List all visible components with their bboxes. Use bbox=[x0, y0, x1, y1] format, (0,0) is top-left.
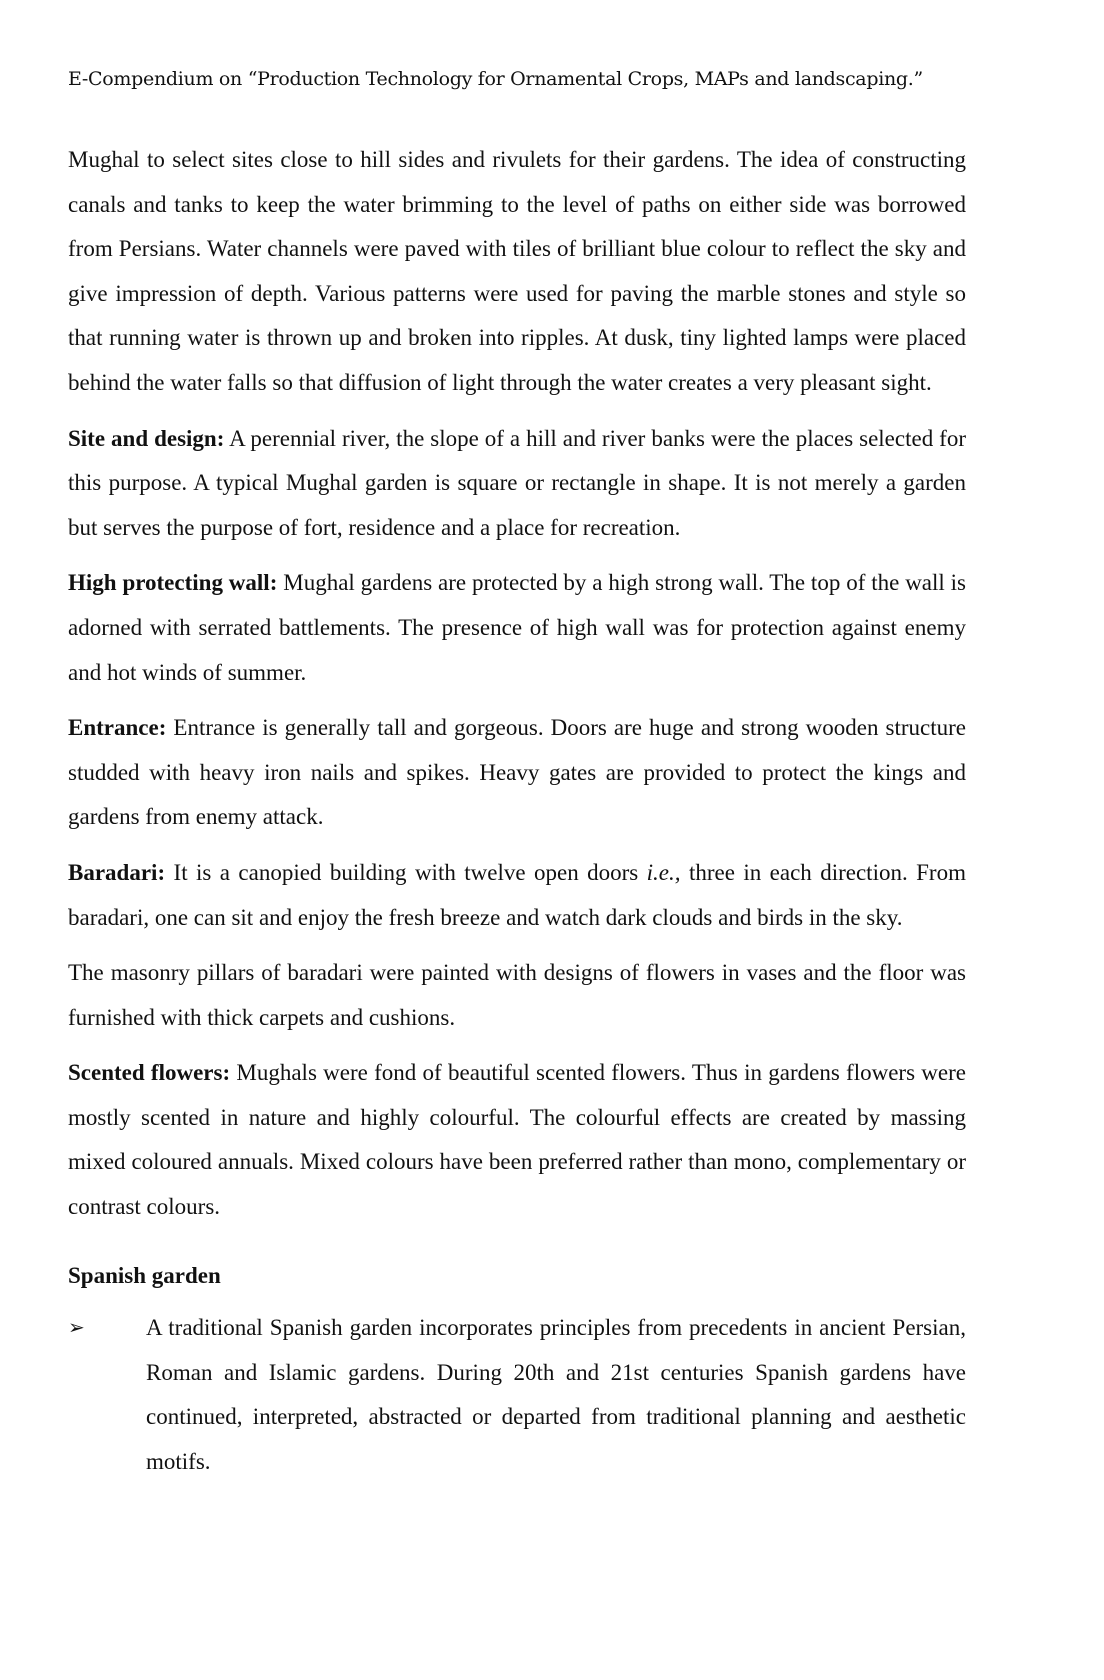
paragraph-high-protecting-wall bbox=[68, 561, 966, 695]
paragraph-italic: i.e., bbox=[646, 859, 681, 885]
paragraph-lead: Scented flowers: bbox=[68, 1060, 231, 1086]
paragraph-text: A perennial river, the slope of a hill and river banks were the places selected for this purpose. A typical Mughal garden is square or rectangle in shape. It is not merely a garden but serves the purpose of fort, residence and a place for recreation. bbox=[68, 425, 966, 540]
paragraph-lead: Site and design: bbox=[68, 425, 225, 451]
paragraph-text: three in each direction. From baradari, one can sit and enjoy the fresh breeze and watch dark clouds and birds in the sky. bbox=[68, 859, 966, 930]
paragraph-text: Entrance is generally tall and gorgeous. Doors are huge and strong wooden structure studded with heavy iron nails and spikes. Heavy gates are provided to protect the kings and gardens from enemy attack. bbox=[68, 715, 966, 830]
paragraph-text: The masonry pillars of baradari were painted with designs of flowers in vases and the floor was furnished with thick carpets and cushions. bbox=[68, 960, 966, 1030]
section-heading-spanish-garden: Spanish garden bbox=[68, 1262, 221, 1288]
paragraph-site-and-design bbox=[68, 417, 966, 551]
paragraph-lead: Entrance: bbox=[68, 715, 167, 741]
paragraph-scented-flowers bbox=[68, 1051, 966, 1229]
document-body bbox=[68, 138, 966, 1529]
bullet-item bbox=[68, 1306, 966, 1529]
page-header bbox=[68, 64, 968, 94]
paragraph-text: It is a canopied building with twelve open doors bbox=[165, 859, 647, 885]
paragraph-masonry-pillars bbox=[68, 951, 966, 1040]
paragraph-lead: High protecting wall: bbox=[68, 570, 278, 596]
paragraph-text: Mughal gardens are protected by a high strong wall. The top of the wall is adorned with serrated battlements. The presence of high wall was for protection against enemy and hot winds of summer. bbox=[68, 570, 966, 685]
paragraph-lead: Baradari: bbox=[68, 859, 166, 885]
bullet-text: A traditional Spanish garden incorporates principles from precedents in ancient Persian, Roman and Islamic gardens. During 20th and 21st centuries Spanish gardens have continued, interpreted, abstracted or departed from traditional planning and aesthetic motifs. bbox=[146, 1315, 966, 1475]
paragraph-text: Mughal to select sites close to hill sides and rivulets for their gardens. The idea of constructing canals and tanks to keep the water brimming to the level of paths on either side was borrowed from Persians. Water channels were paved with tiles of brilliant blue colour to reflect the sky and give impression of depth. Various patterns were used for paving the marble stones and style so that running water is thrown up and broken into ripples. At dusk, tiny lighted lamps were placed behind the water falls so that diffusion of light through the water creates a very pleasant sight. bbox=[68, 147, 966, 395]
paragraph-entrance bbox=[68, 706, 966, 840]
paragraph-baradari bbox=[68, 851, 966, 940]
arrowhead-bullet-icon: ➢ bbox=[68, 1317, 85, 1340]
paragraph-mughal-sites bbox=[68, 138, 966, 406]
compendium-title: E-Compendium on “Production Technology for Ornamental Crops, MAPs and landscaping.” bbox=[68, 68, 923, 90]
paragraph-text: Mughals were fond of beautiful scented flowers. Thus in gardens flowers were mostly scented in nature and highly colourful. The colourful effects are created by massing mixed coloured annuals. Mixed colours have been preferred rather than mono, complementary or contrast colours. bbox=[68, 1060, 966, 1220]
